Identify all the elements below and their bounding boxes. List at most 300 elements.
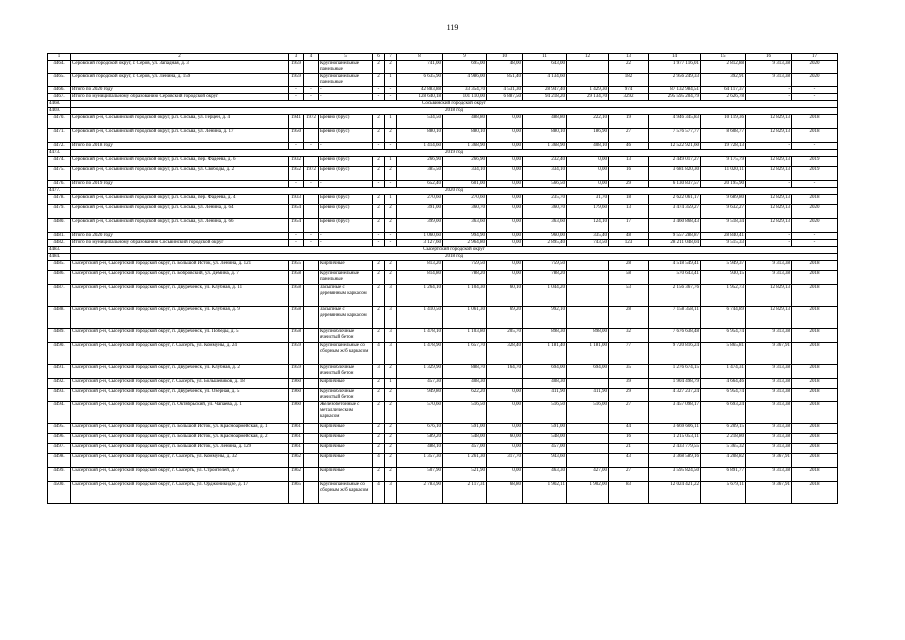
table-cell: 3 bbox=[385, 343, 397, 365]
table-row bbox=[48, 205, 838, 219]
table-cell: 44 bbox=[609, 424, 649, 434]
table-cell: 516,50 bbox=[523, 402, 567, 424]
table-cell: Крупноблочные ячеистый бетон bbox=[319, 365, 373, 379]
section-title: 2020 год bbox=[71, 188, 838, 195]
table-cell: 53 bbox=[609, 285, 649, 307]
table-cell: 2 bbox=[373, 379, 385, 389]
table-cell: 164,70 bbox=[487, 365, 523, 379]
address-cell: Сысертский р-н, Сысертский городской округ, п. Двуреченск, ул. Клубная, д. 11 bbox=[71, 285, 289, 307]
table-cell: 488,10 bbox=[397, 444, 443, 454]
table-cell: 2020 bbox=[792, 205, 838, 219]
address-cell: Сысертский р-н, Сысертский городской округ, п. Двуреченск, ул. Победы, д. 5 bbox=[71, 329, 289, 343]
table-cell: 1 902,11 bbox=[523, 482, 567, 504]
table-cell: 4 bbox=[373, 482, 385, 504]
table-cell: 2 bbox=[373, 74, 385, 87]
table-cell: 16 bbox=[609, 167, 649, 181]
table-cell: 6 635,90 bbox=[397, 74, 443, 87]
table-cell: 2018 bbox=[792, 343, 838, 365]
table-cell bbox=[304, 424, 319, 434]
table-cell: 1959 bbox=[289, 61, 304, 74]
table-cell: - bbox=[385, 87, 397, 94]
table-cell: 222,10 bbox=[567, 115, 609, 129]
table-cell: 3 bbox=[385, 482, 397, 504]
table-cell bbox=[304, 434, 319, 444]
table-cell: 60,00 bbox=[487, 434, 523, 444]
table-cell: 743,50 bbox=[567, 240, 609, 247]
table-row bbox=[48, 167, 838, 181]
table-cell: - bbox=[385, 181, 397, 188]
table-cell: 0,00 bbox=[487, 261, 523, 271]
table-cell: 18 bbox=[609, 195, 649, 205]
table-cell: 28 bbox=[609, 307, 649, 329]
table-cell: 2 156 367,76 bbox=[649, 285, 701, 307]
table-cell: 411,90 bbox=[523, 389, 567, 402]
address-cell: Сысертский р-н, Сысертский городской округ, п. Двуреченск, ул. Озерная, д. 5 bbox=[71, 389, 289, 402]
table-cell: Бревно (брус) bbox=[319, 157, 373, 167]
table-cell: 880,10 bbox=[397, 129, 443, 143]
row-number: 4496. bbox=[48, 434, 71, 444]
table-cell: 16 bbox=[609, 434, 649, 444]
table-cell: 0,00 bbox=[487, 167, 523, 181]
address-cell: Сысертский р-н, Сысертский городской округ, п. Большой Исток, ул. Ленина, д. 129 bbox=[71, 444, 289, 454]
table-cell: 2 bbox=[373, 402, 385, 424]
address-cell: Сысертский р-н, Сысертский городской округ, п. Большой Исток, ул. Ленина, д. 121 bbox=[71, 261, 289, 271]
table-cell: 29 134,70 bbox=[567, 94, 609, 101]
table-cell bbox=[304, 205, 319, 219]
table-cell: 930,15 bbox=[701, 271, 746, 285]
table-cell: 2018 bbox=[792, 129, 838, 143]
table-cell: 949,80 bbox=[397, 389, 443, 402]
table-cell: 101 110,00 bbox=[443, 94, 487, 101]
address-cell: Серовский р-н, Сосьвинский городской округ, р.п. Сосьва, ул. Ленина, д. 66 bbox=[71, 219, 289, 233]
row-number: 4480. bbox=[48, 219, 71, 233]
table-cell: 463,30 bbox=[523, 468, 567, 482]
table-cell: 1 657,70 bbox=[443, 343, 487, 365]
table-cell: 19 bbox=[609, 115, 649, 129]
address-cell: Сысертский р-н, Сысертский городской округ, г. Сысерть, ул. Большевиков, д. 18 bbox=[71, 379, 289, 389]
table-cell: 888,70 bbox=[443, 365, 487, 379]
table-cell: 3 681 820,30 bbox=[649, 167, 701, 181]
table-cell: 2018 bbox=[792, 424, 838, 434]
table-cell: 534,50 bbox=[397, 115, 443, 129]
address-cell: Серовский р-н, Сосьвинский городской округ, р.п. Сосьва, ул. Герцен, д. 4 bbox=[71, 115, 289, 129]
column-number: 15 bbox=[701, 54, 746, 61]
table-cell: - bbox=[746, 143, 792, 150]
table-cell: 2 622 061,17 bbox=[649, 195, 701, 205]
address-cell: Итого по 2018 году bbox=[71, 143, 289, 150]
table-row bbox=[48, 402, 838, 424]
table-cell: 741,00 bbox=[397, 61, 443, 74]
table-cell: 12 829,13 bbox=[746, 167, 792, 181]
table-cell: 2 bbox=[373, 195, 385, 205]
section-row bbox=[48, 188, 838, 195]
table-cell: 13 bbox=[609, 205, 649, 219]
table-cell: 2018 bbox=[792, 261, 838, 271]
row-number: 4494. bbox=[48, 402, 71, 424]
table-cell: 2 bbox=[385, 261, 397, 271]
table-cell: - bbox=[319, 87, 373, 94]
row-number: 4489. bbox=[48, 329, 71, 343]
table-cell: 9 367,91 bbox=[746, 343, 792, 365]
table-cell: 457,00 bbox=[523, 444, 567, 454]
table-cell: 788,20 bbox=[523, 271, 567, 285]
table-row bbox=[48, 115, 838, 129]
header-row bbox=[48, 54, 838, 61]
table-cell: 759,50 bbox=[443, 261, 487, 271]
table-cell: 2020 bbox=[792, 74, 838, 87]
table-cell: Кирпичные bbox=[319, 434, 373, 444]
table-cell: 12 829,13 bbox=[746, 285, 792, 307]
table-cell bbox=[567, 285, 609, 307]
table-cell: 591,00 bbox=[523, 424, 567, 434]
table-cell bbox=[304, 468, 319, 482]
table-cell: 960,00 bbox=[523, 233, 567, 240]
table-cell: 1 261,30 bbox=[443, 454, 487, 468]
table-cell bbox=[304, 307, 319, 329]
table-row bbox=[48, 261, 838, 271]
table-cell: 363,60 bbox=[443, 219, 487, 233]
table-cell: 1961 bbox=[289, 424, 304, 434]
table-cell: - bbox=[289, 87, 304, 94]
table-cell: 48,00 bbox=[487, 61, 523, 74]
table-cell: 3292 bbox=[609, 94, 649, 101]
table-cell: - bbox=[746, 94, 792, 101]
table-cell: 1 478,10 bbox=[397, 329, 443, 343]
table-cell: 9 313,38 bbox=[746, 61, 792, 74]
column-number: 4 bbox=[304, 54, 319, 61]
table-cell bbox=[567, 379, 609, 389]
table-cell: 12 829,13 bbox=[746, 195, 792, 205]
table-cell: 77 bbox=[609, 343, 649, 365]
row-number: 4477. bbox=[48, 188, 71, 195]
table-cell: 9 313,38 bbox=[746, 379, 792, 389]
table-cell: 2 bbox=[373, 205, 385, 219]
table-cell: 2018 bbox=[792, 285, 838, 307]
table-cell: 9 720 816,24 bbox=[649, 343, 701, 365]
table-cell: 4 531,30 bbox=[487, 87, 523, 94]
table-cell: 1 429,30 bbox=[567, 87, 609, 94]
table-cell bbox=[567, 307, 609, 329]
table-cell: 2 bbox=[373, 271, 385, 285]
row-number: 4482. bbox=[48, 240, 71, 247]
table-cell: 2 bbox=[373, 219, 385, 233]
table-cell: 2 bbox=[385, 434, 397, 444]
table-cell: 2 bbox=[385, 468, 397, 482]
table-cell: - bbox=[289, 233, 304, 240]
table-cell: 22 bbox=[609, 61, 649, 74]
table-cell: 128 640,18 bbox=[397, 94, 443, 101]
table-cell: - bbox=[792, 143, 838, 150]
table-cell: 328,40 bbox=[487, 343, 523, 365]
table-cell: 2 bbox=[373, 167, 385, 181]
table-cell: - bbox=[373, 233, 385, 240]
table-cell: 2018 bbox=[792, 379, 838, 389]
table-cell: 2 bbox=[373, 434, 385, 444]
table-cell: 2 626,78 bbox=[701, 94, 746, 101]
table-cell: - bbox=[792, 181, 838, 188]
table-cell bbox=[304, 74, 319, 87]
table-cell: 2018 bbox=[792, 271, 838, 285]
table-cell: 3 595 824,50 bbox=[649, 468, 701, 482]
table-cell bbox=[304, 454, 319, 468]
table-cell: 1933 bbox=[289, 195, 304, 205]
table-cell: 334,10 bbox=[523, 167, 567, 181]
page-number: 119 bbox=[446, 23, 459, 32]
table-cell: 179,60 bbox=[567, 205, 609, 219]
table-cell bbox=[304, 365, 319, 379]
table-cell: 33 354,70 bbox=[443, 87, 487, 94]
table-cell: Засыпные с деревянным каркасом bbox=[319, 307, 373, 329]
table-cell: 1958 bbox=[289, 307, 304, 329]
table-cell: 17 bbox=[609, 219, 649, 233]
table-cell: 2018 bbox=[792, 482, 838, 504]
table-cell: 83 bbox=[609, 482, 649, 504]
table-cell: 2018 bbox=[792, 115, 838, 129]
address-cell: Итого по муниципальному образованию Сосьвинский городской округ bbox=[71, 240, 289, 247]
table-cell: - bbox=[304, 94, 319, 101]
table-cell: - bbox=[289, 94, 304, 101]
table-cell: 1959 bbox=[289, 74, 304, 87]
table-cell: Бревно (брус) bbox=[319, 115, 373, 129]
row-number: 4466. bbox=[48, 87, 71, 94]
table-cell: 9 313,38 bbox=[746, 424, 792, 434]
section-row bbox=[48, 150, 838, 157]
row-number: 4476. bbox=[48, 181, 71, 188]
table-cell: 0,00 bbox=[487, 195, 523, 205]
table-cell: 516,50 bbox=[443, 402, 487, 424]
table-cell: 58 bbox=[609, 271, 649, 285]
table-row bbox=[48, 329, 838, 343]
table-cell: 1 952,73 bbox=[701, 285, 746, 307]
table-cell: Крупноблочные ячеистый бетон bbox=[319, 389, 373, 402]
table-cell: 270,60 bbox=[397, 195, 443, 205]
table-cell: 335,40 bbox=[567, 233, 609, 240]
table-cell: 2 964,80 bbox=[443, 240, 487, 247]
table-cell: 9 689,80 bbox=[701, 195, 746, 205]
table-cell: 6 954,74 bbox=[701, 329, 746, 343]
address-cell: Итого по 2019 году bbox=[71, 181, 289, 188]
table-cell: 9 313,38 bbox=[746, 261, 792, 271]
table-cell: 2020 bbox=[792, 61, 838, 74]
table-cell: 4 bbox=[373, 454, 385, 468]
table-cell: 1 bbox=[385, 195, 397, 205]
table-cell: 2019 bbox=[792, 167, 838, 181]
table-row bbox=[48, 468, 838, 482]
table-cell: 1955 bbox=[289, 261, 304, 271]
table-cell: 570 643,41 bbox=[649, 271, 701, 285]
table-cell: Бревно (брус) bbox=[319, 205, 373, 219]
table-cell: 974 bbox=[609, 87, 649, 94]
table-cell: 0,00 bbox=[487, 143, 523, 150]
table-cell: 591,00 bbox=[443, 424, 487, 434]
table-cell: 2018 bbox=[792, 434, 838, 444]
table-cell: - bbox=[304, 240, 319, 247]
address-cell: Итого по муниципальному образованию Серовский городской округ bbox=[71, 94, 289, 101]
row-number: 4467. bbox=[48, 94, 71, 101]
table-cell: 4 664,46 bbox=[701, 379, 746, 389]
table-cell: 60,10 bbox=[487, 285, 523, 307]
table-cell: 3 368 589,16 bbox=[649, 454, 701, 468]
table-cell: - bbox=[792, 87, 838, 94]
table-cell bbox=[304, 157, 319, 167]
table-cell: 1958 bbox=[289, 271, 304, 285]
table-cell: 9 313,38 bbox=[746, 444, 792, 454]
table-row bbox=[48, 307, 838, 329]
table-cell: 3 457 098,17 bbox=[649, 402, 701, 424]
table-cell: 1 104,30 bbox=[443, 285, 487, 307]
table-cell: 2018 bbox=[792, 454, 838, 468]
table-cell: 1965 bbox=[289, 482, 304, 504]
table-cell: 759,50 bbox=[523, 261, 567, 271]
row-number: 4469. bbox=[48, 108, 71, 115]
table-cell: 2018 bbox=[792, 402, 838, 424]
table-cell: 457,30 bbox=[397, 379, 443, 389]
table-cell: 9 313,38 bbox=[746, 402, 792, 424]
table-cell: Кирпичные bbox=[319, 379, 373, 389]
table-cell: 20 195,90 bbox=[701, 181, 746, 188]
row-number: 4465. bbox=[48, 74, 71, 87]
table-cell: 622,20 bbox=[443, 389, 487, 402]
table-row bbox=[48, 343, 838, 365]
table-cell: Бревно (брус) bbox=[319, 167, 373, 181]
table-cell: 411,90 bbox=[567, 389, 609, 402]
table-cell: - bbox=[319, 143, 373, 150]
table-cell: 8 608,77 bbox=[701, 129, 746, 143]
table-cell: 3 bbox=[385, 307, 397, 329]
table-cell: 880,10 bbox=[523, 129, 567, 143]
table-cell: - bbox=[746, 240, 792, 247]
table-cell: 1962 bbox=[289, 454, 304, 468]
row-number: 4491. bbox=[48, 365, 71, 379]
address-cell: Сысертский р-н, Сысертский городской округ, п. Двуреченск, ул. Клубная, д. 9 bbox=[71, 307, 289, 329]
table-cell: 1961 bbox=[289, 444, 304, 454]
column-number: 5 bbox=[319, 54, 373, 61]
table-cell: 2 bbox=[385, 389, 397, 402]
table-cell: 9 313,38 bbox=[746, 468, 792, 482]
table-cell: - bbox=[304, 181, 319, 188]
table-cell: 2 bbox=[373, 285, 385, 307]
table-cell: 2 783,90 bbox=[397, 482, 443, 504]
section-title: Сосьвинский городской округ bbox=[71, 101, 838, 108]
table-cell bbox=[304, 261, 319, 271]
table-cell: Крупнопанельные со сборным ж/б каркасом bbox=[319, 343, 373, 365]
table-cell: 0,00 bbox=[487, 233, 523, 240]
table-cell: 4 518 549,41 bbox=[649, 261, 701, 271]
table-cell: 2 bbox=[373, 157, 385, 167]
table-cell: 0,00 bbox=[567, 167, 609, 181]
table-cell: 813,20 bbox=[397, 261, 443, 271]
table-row bbox=[48, 389, 838, 402]
table-cell: 7 676 638,48 bbox=[649, 329, 701, 343]
table-cell: 12 829,13 bbox=[746, 219, 792, 233]
table-cell: - bbox=[289, 143, 304, 150]
table-cell: 42 883,88 bbox=[397, 87, 443, 94]
table-cell: 27 bbox=[609, 402, 649, 424]
table-cell: 488,80 bbox=[443, 115, 487, 129]
table-cell: 2018 bbox=[792, 389, 838, 402]
table-cell: 9 367,91 bbox=[746, 454, 792, 468]
table-cell: 9 313,38 bbox=[746, 434, 792, 444]
table-cell: 4 208,82 bbox=[701, 454, 746, 468]
row-number: 4484. bbox=[48, 254, 71, 261]
table-cell: 2 bbox=[373, 129, 385, 143]
table-cell: 9 313,38 bbox=[746, 271, 792, 285]
table-cell: 898,30 bbox=[523, 329, 567, 343]
table-cell: 5 365,32 bbox=[701, 444, 746, 454]
table-cell: 1960 bbox=[289, 402, 304, 424]
row-number: 4492. bbox=[48, 379, 71, 389]
table-cell: 0,00 bbox=[487, 402, 523, 424]
table-cell: 9 515,33 bbox=[701, 240, 746, 247]
column-number: 9 bbox=[443, 54, 487, 61]
table-cell: Крупнопанельные со сборным ж/б каркасом bbox=[319, 482, 373, 504]
table-cell: 266,90 bbox=[397, 157, 443, 167]
table-cell: 1 103,80 bbox=[443, 329, 487, 343]
table-cell: 9 518,34 bbox=[701, 219, 746, 233]
table-cell: 2018 bbox=[792, 444, 838, 454]
table-cell: 0,00 bbox=[487, 389, 523, 402]
table-cell: 6 887,50 bbox=[487, 94, 523, 101]
column-number: 14 bbox=[649, 54, 701, 61]
table-row bbox=[48, 195, 838, 205]
table-cell: 1954 bbox=[289, 205, 304, 219]
table-cell: 182 bbox=[609, 74, 649, 87]
table-cell: 788,20 bbox=[443, 271, 487, 285]
table-cell: 4 134,60 bbox=[523, 74, 567, 87]
table-cell bbox=[304, 482, 319, 504]
table-row bbox=[48, 61, 838, 74]
table-cell: Кирпичные bbox=[319, 454, 373, 468]
table-cell: - bbox=[792, 94, 838, 101]
table-cell: Железобетонные с металлическим каркасом bbox=[319, 402, 373, 424]
table-cell: - bbox=[319, 240, 373, 247]
table-cell: 6 744,89 bbox=[701, 307, 746, 329]
table-cell: 880,10 bbox=[443, 129, 487, 143]
table-cell: 1 060,60 bbox=[397, 233, 443, 240]
column-number: 2 bbox=[71, 54, 289, 61]
table-cell: 0,00 bbox=[567, 157, 609, 167]
table-cell: 0,00 bbox=[487, 205, 523, 219]
address-cell: Сысертский р-н, Сысертский городской округ, г. Сысерть, ул. Строителей, д. 7 bbox=[71, 468, 289, 482]
table-cell: 2 bbox=[373, 261, 385, 271]
table-cell: 408,30 bbox=[523, 379, 567, 389]
column-number: 6 bbox=[373, 54, 385, 61]
table-cell: 2 bbox=[373, 389, 385, 402]
table-cell: 10 119,36 bbox=[701, 115, 746, 129]
table-cell: 232,40 bbox=[523, 157, 567, 167]
table-cell bbox=[304, 379, 319, 389]
table-cell: 3 bbox=[373, 365, 385, 379]
table-cell: 3 669 606,11 bbox=[649, 424, 701, 434]
table-cell: 0,00 bbox=[487, 219, 523, 233]
table-cell: 1 474,31 bbox=[701, 365, 746, 379]
table-cell: 9 557 288,87 bbox=[649, 233, 701, 240]
table-cell: 94 218,20 bbox=[523, 94, 567, 101]
table-cell: 1941 bbox=[289, 115, 304, 129]
table-cell: 994,90 bbox=[443, 233, 487, 240]
table-cell: 851,40 bbox=[487, 74, 523, 87]
table-cell: 13 bbox=[609, 157, 649, 167]
table-cell: 0,00 bbox=[487, 424, 523, 434]
table-cell: 0,00 bbox=[567, 181, 609, 188]
table-cell: 589,20 bbox=[397, 434, 443, 444]
table-cell: 0,00 bbox=[487, 468, 523, 482]
table-cell: 2 bbox=[373, 307, 385, 329]
table-cell: 6 891,77 bbox=[701, 468, 746, 482]
table-row bbox=[48, 482, 838, 504]
table-cell: 28 947,40 bbox=[523, 87, 567, 94]
table-cell: - bbox=[289, 181, 304, 188]
